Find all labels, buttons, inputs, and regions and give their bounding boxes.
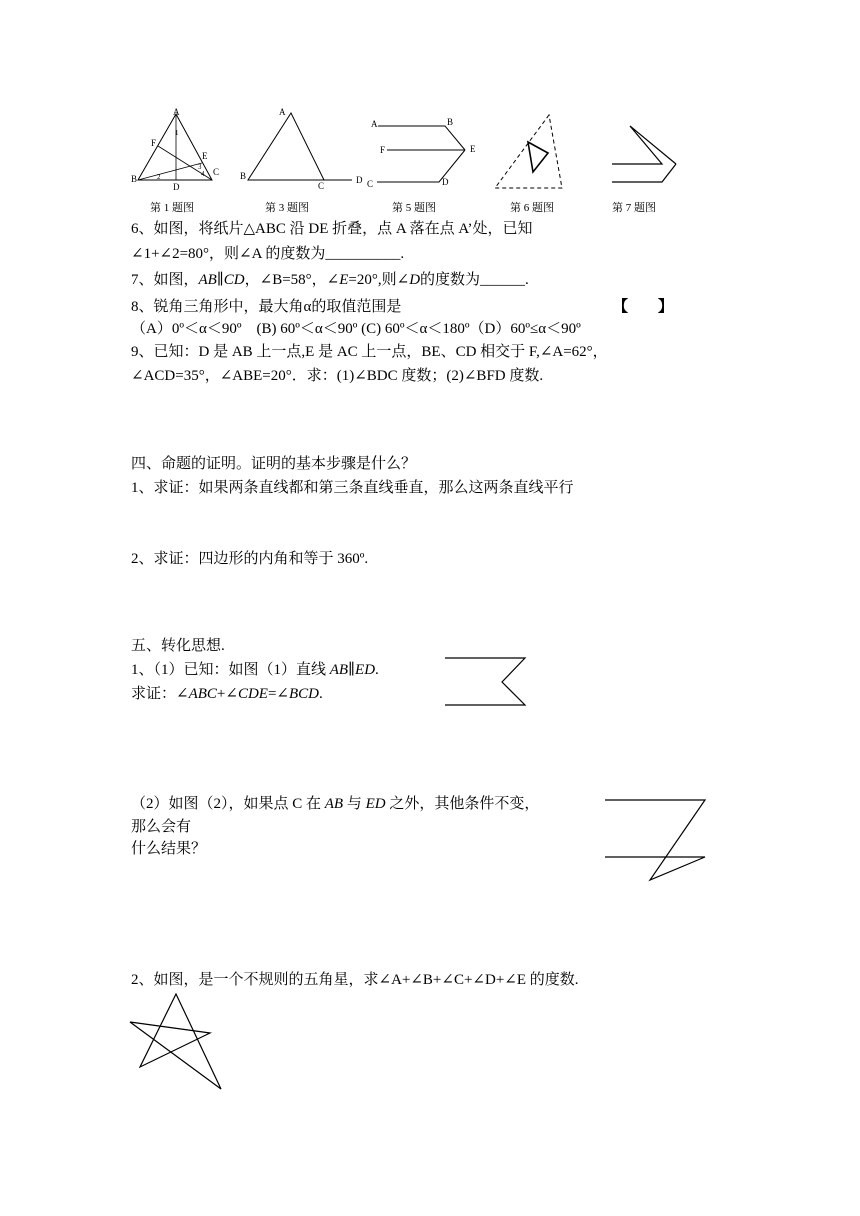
section5-p1-ed: ED bbox=[355, 662, 376, 678]
caption-fig3: 第 3 题图 bbox=[265, 202, 309, 214]
section5-p1-parallel: ∥ bbox=[348, 662, 356, 678]
q7-d: D bbox=[409, 272, 421, 288]
fig5-label-b: B bbox=[447, 117, 454, 127]
q7-ab: AB bbox=[198, 272, 217, 288]
fig5-label-d: D bbox=[442, 177, 449, 187]
q7-prefix: 7、如图， bbox=[131, 272, 199, 288]
fig3-label-d: D bbox=[356, 175, 363, 185]
section5-p1-ab: AB bbox=[329, 662, 349, 678]
fig5-label-e: E bbox=[470, 144, 476, 154]
figure-6-folded-triangle bbox=[490, 110, 570, 195]
section5-p2-abc: ABC bbox=[188, 686, 217, 702]
q8-answer-bracket: 【 】 bbox=[613, 299, 674, 315]
q7-mid1: ，∠B=58°，∠ bbox=[244, 272, 340, 288]
section4-item2: 2、求证：四边形的内角和等于 360º. bbox=[131, 551, 369, 567]
q7-suffix: 的度数为______. bbox=[420, 272, 529, 288]
fig5-label-a: A bbox=[371, 119, 378, 129]
section5-p1 bbox=[131, 661, 379, 679]
fig3-label-b: B bbox=[240, 171, 247, 181]
fig3-label-a: A bbox=[279, 107, 286, 117]
section5-figure-2 bbox=[600, 790, 712, 885]
section5-p2-eq: =∠ bbox=[267, 686, 289, 702]
figure-3-triangle bbox=[236, 104, 366, 194]
q7-mid2: =20°,则∠ bbox=[348, 272, 410, 288]
q6-line2: ∠1+∠2=80°，则∠A 的度数为__________. bbox=[131, 246, 405, 262]
section5-p3 bbox=[131, 795, 539, 813]
figure-5-parallel-lines bbox=[362, 114, 484, 194]
section5-heading: 五、转化思想. bbox=[131, 638, 225, 654]
caption-fig5: 第 5 题图 bbox=[392, 202, 436, 214]
fig5-label-c: C bbox=[367, 179, 374, 189]
fig1-label-f: F bbox=[151, 138, 157, 148]
section5-p2-plus: +∠ bbox=[216, 686, 238, 702]
q9-line2: ∠ACD=35°，∠ABE=20°．求：(1)∠BDC 度数；(2)∠BFD 度数. bbox=[131, 368, 544, 384]
section5-p2-bcd: BCD bbox=[288, 686, 319, 702]
q8-options: （A）0º＜α＜90º (B) 60º＜α＜90º (C) 60º＜α＜180º（D）60º≤α＜90º bbox=[131, 321, 581, 337]
section5-p3-ed: ED bbox=[365, 796, 386, 812]
figure-7-zigzag bbox=[600, 120, 685, 192]
section5-p4: 那么会有 bbox=[131, 819, 192, 835]
fig1-label-d: D bbox=[173, 182, 180, 192]
fig1-angle-1: 1 bbox=[175, 129, 179, 137]
q7-parallel: ∥ bbox=[216, 272, 224, 288]
section5-p2-cde: CDE bbox=[237, 686, 268, 702]
caption-fig1: 第 1 题图 bbox=[150, 202, 194, 214]
section4-heading: 四、命题的证明。证明的基本步骤是什么？ bbox=[131, 456, 417, 472]
fig1-label-c: C bbox=[213, 167, 220, 177]
figure-1-triangle-cevians bbox=[130, 108, 220, 194]
fig3-label-c: C bbox=[318, 181, 325, 191]
fig1-angle-4: 4 bbox=[201, 170, 205, 178]
section5-p2 bbox=[131, 685, 323, 703]
q7-e: E bbox=[339, 272, 349, 288]
section5-p1-end: . bbox=[375, 662, 379, 678]
caption-fig7: 第 7 题图 bbox=[612, 202, 656, 214]
section5-p2-prefix: 求证：∠ bbox=[131, 686, 189, 702]
fig1-angle-3: 3 bbox=[198, 163, 202, 171]
fig1-angle-2: 2 bbox=[157, 173, 161, 181]
section5-p5: 什么结果？ bbox=[131, 841, 207, 857]
q8-stem: 8、锐角三角形中，最大角α的取值范围是 bbox=[131, 299, 402, 315]
fig1-label-e: E bbox=[202, 151, 208, 161]
section5-p3-ab: AB bbox=[324, 796, 344, 812]
fig5-label-f: F bbox=[380, 145, 386, 155]
q7 bbox=[131, 271, 529, 289]
irregular-star-figure bbox=[124, 988, 228, 1096]
section5-p1-prefix: 1、（1）已知：如图（1）直线 bbox=[131, 662, 330, 678]
q7-cd: CD bbox=[223, 272, 245, 288]
fig1-label-a: A bbox=[173, 107, 180, 117]
section5-p3-end: 之外，其他条件不变， bbox=[385, 796, 540, 812]
caption-fig6: 第 6 题图 bbox=[510, 202, 554, 214]
section5-p3-mid: 与 bbox=[343, 796, 366, 812]
section5-q2: 2、如图，是一个不规则的五角星，求∠A+∠B+∠C+∠D+∠E 的度数. bbox=[131, 972, 579, 988]
fig1-label-b: B bbox=[131, 174, 138, 184]
q6-line1: 6、如图，将纸片△ABC 沿 DE 折叠，点 A 落在点 A’处，已知 bbox=[131, 221, 533, 237]
section5-figure-1 bbox=[440, 650, 530, 712]
section5-p2-end: . bbox=[318, 686, 323, 702]
section4-item1: 1、求证：如果两条直线都和第三条直线垂直，那么这两条直线平行 bbox=[131, 480, 574, 496]
q9-line1: 9、已知：D 是 AB 上一点,E 是 AC 上一点，BE、CD 相交于 F,∠A=62°， bbox=[131, 344, 608, 360]
section5-p3-prefix: （2）如图（2），如果点 C 在 bbox=[131, 796, 325, 812]
